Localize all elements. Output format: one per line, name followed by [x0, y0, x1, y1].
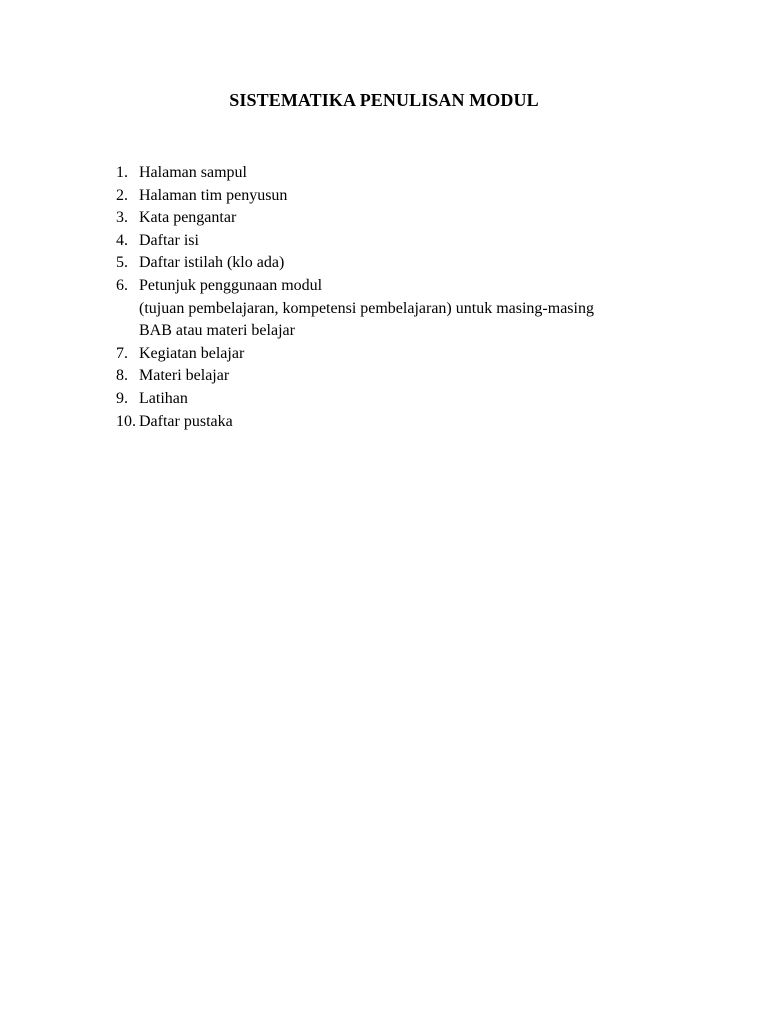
item-text: Kata pengantar	[139, 209, 237, 227]
list-item	[116, 207, 676, 230]
list-item	[116, 411, 676, 434]
item-number: 9.	[116, 389, 128, 407]
item-number: 10.	[116, 412, 136, 430]
list-item	[116, 162, 676, 185]
list-item	[116, 275, 676, 343]
page-title: SISTEMATIKA PENULISAN MODUL	[229, 90, 539, 110]
list-item	[116, 365, 676, 388]
item-text-continuation: BAB atau materi belajar	[139, 322, 295, 340]
item-number: 2.	[116, 186, 128, 204]
list-item	[116, 230, 676, 253]
item-text-continuation: (tujuan pembelajaran, kompetensi pembelajaran) untuk masing-masing	[139, 299, 594, 317]
list-item	[116, 388, 676, 411]
item-text: Daftar isi	[139, 231, 199, 249]
item-number: 3.	[116, 209, 128, 227]
list-item	[116, 185, 676, 208]
item-number: 6.	[116, 276, 128, 294]
item-text: Halaman sampul	[139, 164, 247, 181]
list-item	[116, 252, 676, 275]
item-number: 5.	[116, 254, 128, 272]
item-text: Halaman tim penyusun	[139, 186, 288, 204]
item-text: Petunjuk penggunaan modul	[139, 276, 323, 294]
item-text: Daftar istilah (klo ada)	[139, 254, 285, 272]
item-text: Daftar pustaka	[139, 412, 233, 430]
item-number: 1.	[116, 164, 128, 181]
item-number: 8.	[116, 367, 128, 385]
item-number: 7.	[116, 344, 128, 362]
item-number: 4.	[116, 231, 128, 249]
list-item	[116, 343, 676, 366]
systematics-list	[116, 162, 676, 433]
item-text: Kegiatan belajar	[139, 344, 245, 362]
item-text: Latihan	[139, 389, 188, 407]
item-text: Materi belajar	[139, 367, 230, 385]
